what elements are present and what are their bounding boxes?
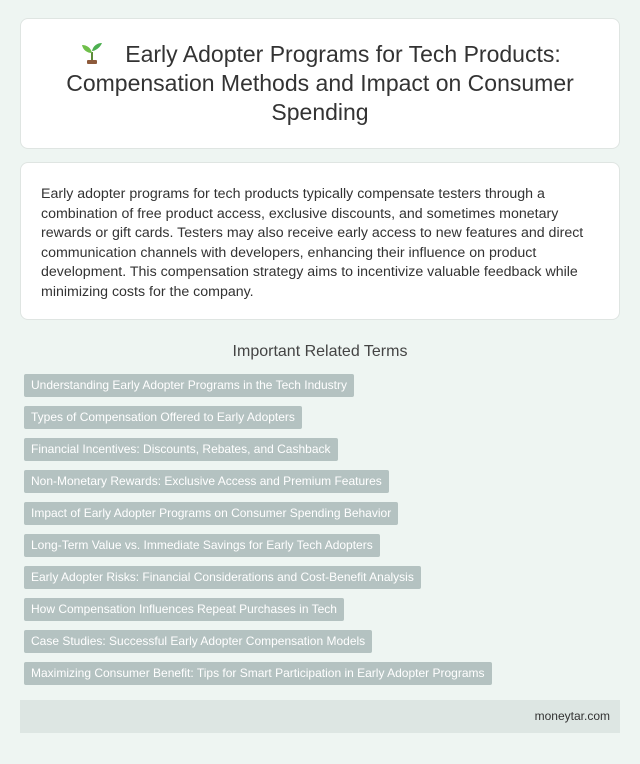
sprout-icon xyxy=(79,42,105,64)
related-terms-heading: Important Related Terms xyxy=(232,343,408,360)
title-card xyxy=(20,18,620,149)
related-term-chip[interactable]: Financial Incentives: Discounts, Rebates, and Cashback xyxy=(24,438,338,461)
related-term-chip[interactable]: Impact of Early Adopter Programs on Consumer Spending Behavior xyxy=(24,502,398,525)
intro-paragraph: Early adopter programs for tech products typically compensate testers through a combination of free product access, exclusive discounts, and sometimes monetary rewards or gift cards. Testers may also receive early access to new features and direct communication channels with developers, enhancing their influence on product development. This compensation strategy aims to incentivize valuable feedback while minimizing costs for the company. xyxy=(41,186,584,300)
related-term-chip[interactable]: How Compensation Influences Repeat Purchases in Tech xyxy=(24,598,344,621)
related-term-chip[interactable]: Maximizing Consumer Benefit: Tips for Smart Participation in Early Adopter Programs xyxy=(24,662,492,685)
footer-bar xyxy=(20,700,620,733)
related-terms-list xyxy=(20,374,620,685)
related-term-chip[interactable]: Long-Term Value vs. Immediate Savings for Early Tech Adopters xyxy=(24,534,380,557)
page-title-text: Early Adopter Programs for Tech Products: Compensation Methods and Impact on Consumer Spending xyxy=(66,41,574,125)
related-term-chip[interactable]: Case Studies: Successful Early Adopter Compensation Models xyxy=(24,630,372,653)
related-term-chip[interactable]: Non-Monetary Rewards: Exclusive Access and Premium Features xyxy=(24,470,389,493)
related-term-chip[interactable]: Types of Compensation Offered to Early Adopters xyxy=(24,406,302,429)
footer-site-link[interactable]: moneytar.com xyxy=(534,709,610,723)
intro-card xyxy=(20,162,620,320)
related-term-chip[interactable]: Understanding Early Adopter Programs in the Tech Industry xyxy=(24,374,354,397)
page-title xyxy=(51,40,589,127)
related-term-chip[interactable]: Early Adopter Risks: Financial Considerations and Cost-Benefit Analysis xyxy=(24,566,421,589)
